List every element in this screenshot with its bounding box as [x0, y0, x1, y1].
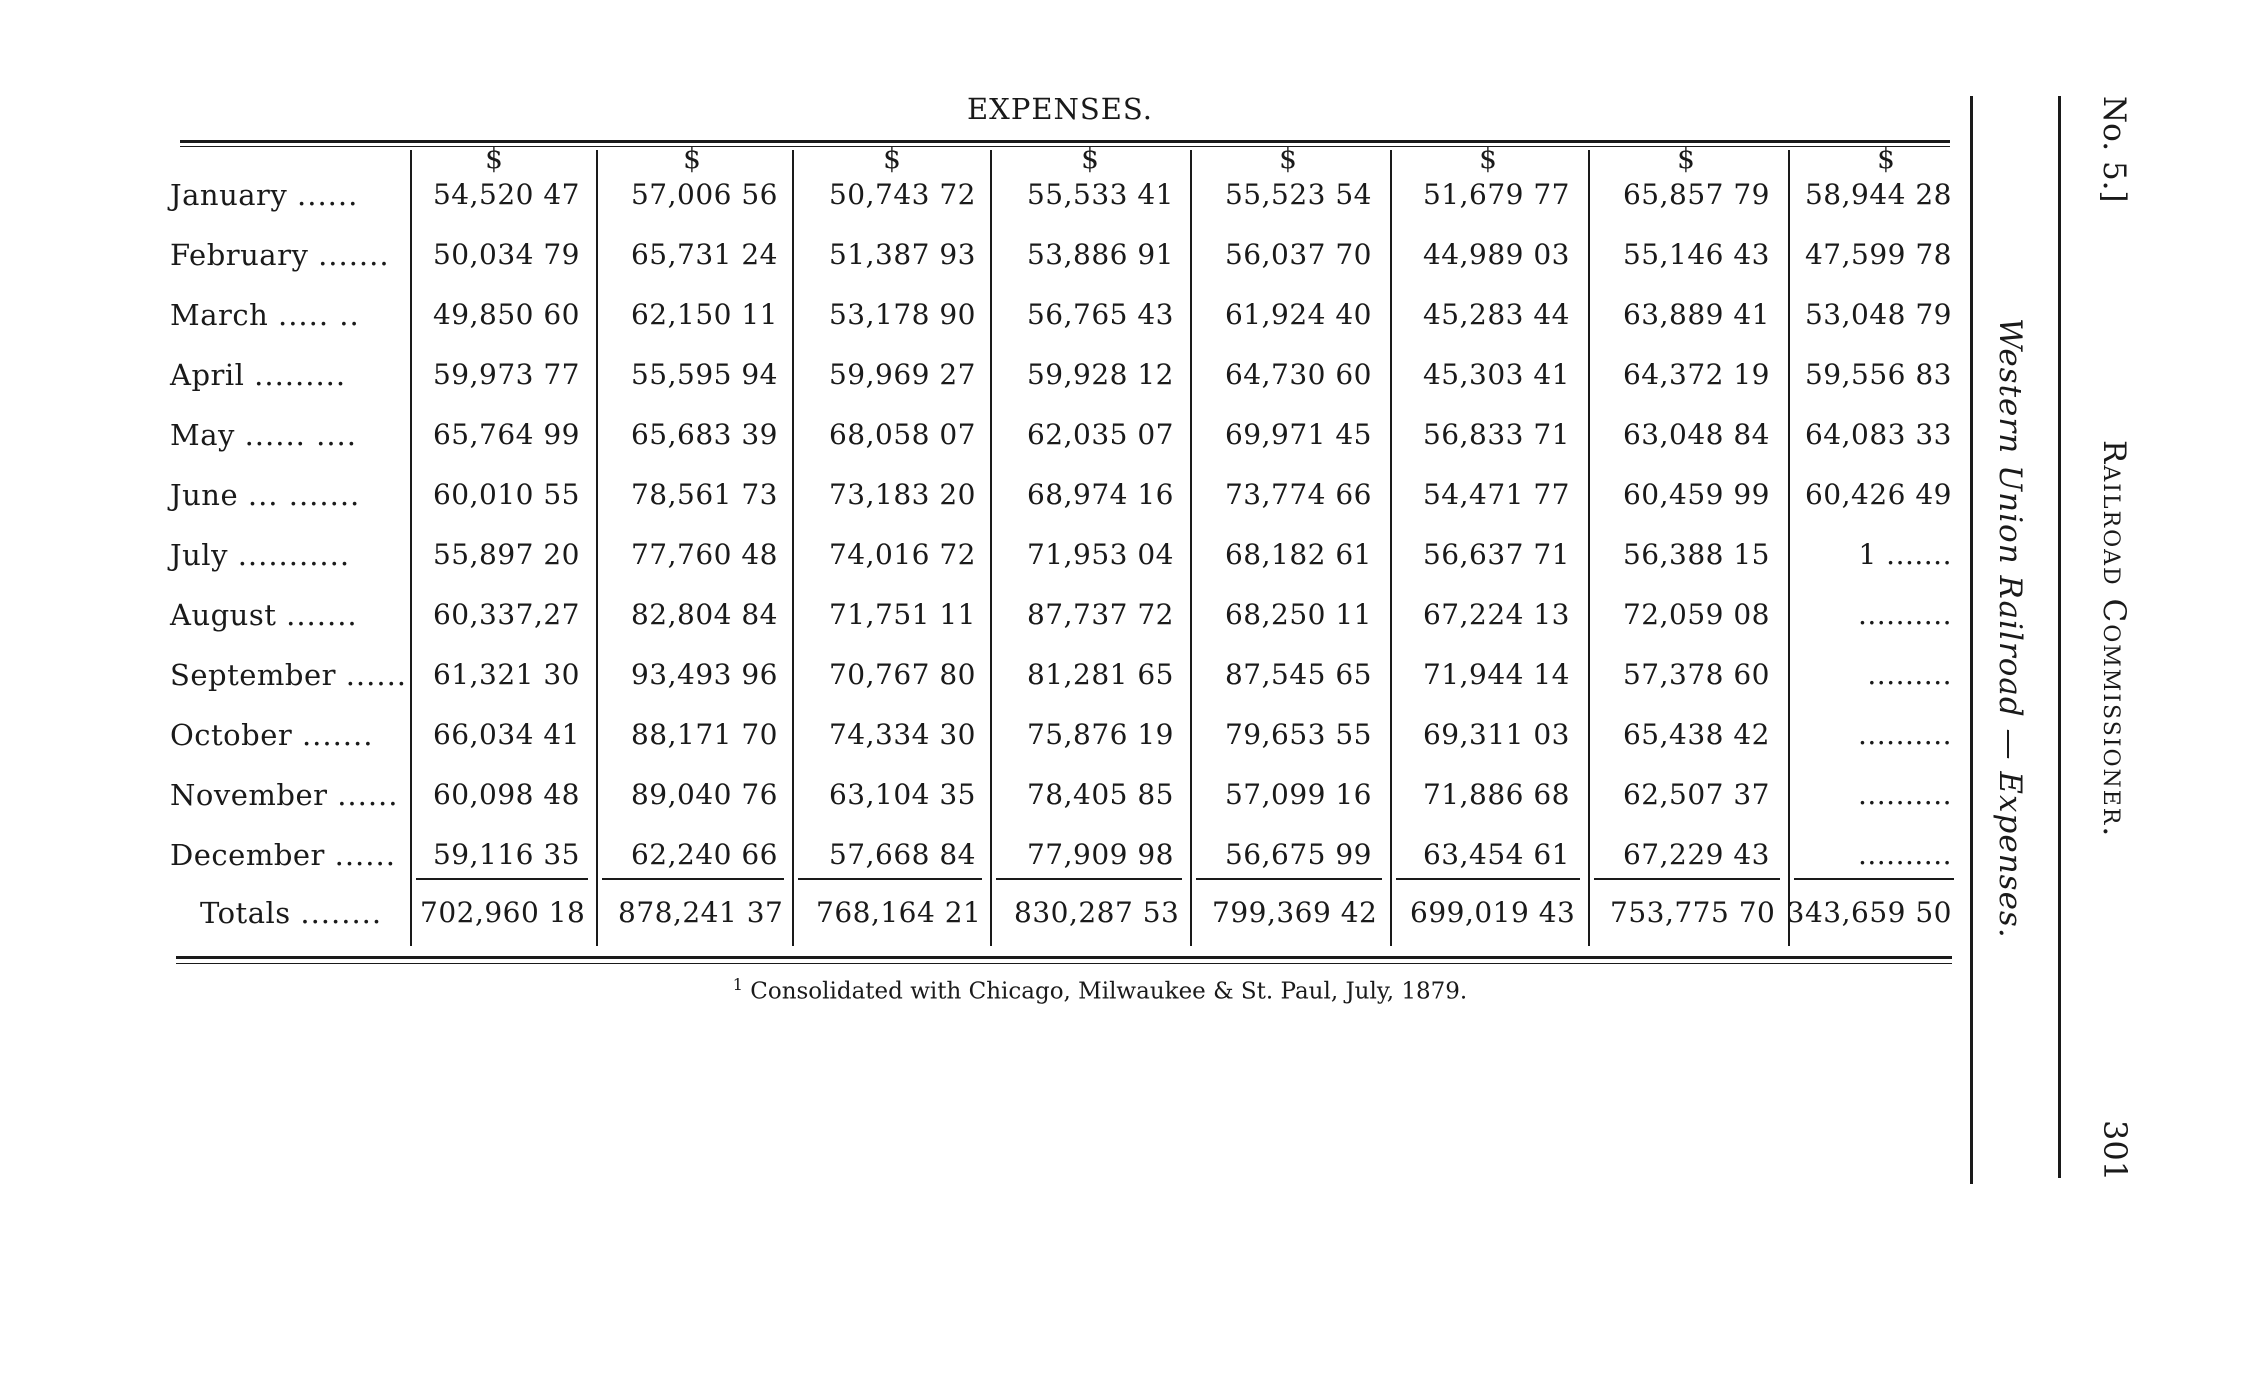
expense-cell: 56,388 15	[1622, 538, 1770, 571]
expense-cell: 77,760 48	[630, 538, 778, 571]
row-name: March	[170, 298, 269, 332]
total-cell: 768,164 21	[816, 896, 982, 929]
expense-cell: 1 .......	[1858, 538, 1952, 571]
month-label	[170, 358, 410, 392]
footnote-text: Consolidated with Chicago, Milwaukee & St. Paul, July, 1879.	[750, 978, 1468, 1005]
expense-cell: 57,378 60	[1622, 658, 1770, 691]
month-label	[170, 178, 410, 212]
totals-rule	[1794, 878, 1954, 880]
totals-rule	[1396, 878, 1580, 880]
expense-cell: 63,104 35	[828, 778, 976, 811]
expense-cell: 71,944 14	[1422, 658, 1570, 691]
expense-cell: 61,321 30	[432, 658, 580, 691]
leader-dots: .......	[286, 598, 358, 632]
expense-cell: 59,928 12	[1026, 358, 1174, 391]
expense-cell: 49,850 60	[432, 298, 580, 331]
expense-cell: 93,493 96	[630, 658, 778, 691]
month-label	[170, 538, 410, 572]
currency-symbol: $	[1081, 142, 1099, 175]
month-label	[170, 778, 410, 812]
column-divider	[1588, 150, 1590, 946]
expense-cell: 56,037 70	[1224, 238, 1372, 271]
expense-cell: 60,337,27	[432, 598, 580, 631]
total-cell: 799,369 42	[1212, 896, 1378, 929]
expense-cell: 71,751 11	[828, 598, 976, 631]
column-divider	[1190, 150, 1192, 946]
expense-cell: 55,897 20	[432, 538, 580, 571]
expense-cell: 62,035 07	[1026, 418, 1174, 451]
expense-cell: .........	[1867, 658, 1952, 691]
column-divider	[1390, 150, 1392, 946]
footnote	[600, 975, 1600, 1005]
expense-cell: 87,737 72	[1026, 598, 1174, 631]
expense-cell: 68,058 07	[828, 418, 976, 451]
expense-cell: 73,774 66	[1224, 478, 1372, 511]
expense-cell: 74,016 72	[828, 538, 976, 571]
expense-cell: 73,183 20	[828, 478, 976, 511]
expense-cell: 81,281 65	[1026, 658, 1174, 691]
expense-cell: 50,743 72	[828, 178, 976, 211]
leader-dots: .......	[301, 718, 374, 752]
table-title: EXPENSES.	[967, 92, 1153, 126]
expense-cell: 57,006 56	[630, 178, 778, 211]
expense-cell: 56,637 71	[1422, 538, 1570, 571]
expense-cell: 68,250 11	[1224, 598, 1372, 631]
currency-symbol: $	[1279, 142, 1297, 175]
expense-cell: 65,731 24	[630, 238, 778, 271]
leader-dots: ......	[345, 658, 408, 692]
leader-dots: .......	[318, 238, 390, 272]
month-label	[170, 598, 410, 632]
expense-cell: 65,438 42	[1622, 718, 1770, 751]
expense-cell: 54,520 47	[432, 178, 580, 211]
expense-cell: 57,099 16	[1224, 778, 1372, 811]
expense-cell: ..........	[1857, 838, 1952, 871]
expense-cell: 72,059 08	[1622, 598, 1770, 631]
expense-cell: 55,523 54	[1224, 178, 1372, 211]
row-name: April	[170, 358, 245, 392]
expense-cell: 64,730 60	[1224, 358, 1372, 391]
expense-cell: 55,533 41	[1026, 178, 1174, 211]
expense-cell: 69,311 03	[1422, 718, 1570, 751]
month-label	[170, 718, 410, 752]
expense-cell: 51,387 93	[828, 238, 976, 271]
column-divider	[990, 150, 992, 946]
totals-rule	[1594, 878, 1780, 880]
footnote-marker: 1	[732, 975, 743, 994]
row-name: February	[170, 238, 309, 272]
expense-cell: 56,833 71	[1422, 418, 1570, 451]
expense-cell: 69,971 45	[1224, 418, 1372, 451]
row-name: June	[170, 478, 239, 512]
expense-cell: ..........	[1857, 598, 1952, 631]
running-head: Railroad Commissioner.	[2096, 440, 2132, 839]
expense-cell: 70,767 80	[828, 658, 976, 691]
expense-cell: 60,010 55	[432, 478, 580, 511]
expense-cell: 64,083 33	[1804, 418, 1952, 451]
currency-symbol: $	[1677, 142, 1695, 175]
currency-symbol: $	[1877, 142, 1895, 175]
month-label	[170, 838, 410, 872]
row-name: October	[170, 718, 293, 752]
expense-cell: 44,989 03	[1422, 238, 1570, 271]
currency-symbol: $	[485, 142, 503, 175]
total-cell: 699,019 43	[1410, 896, 1576, 929]
total-cell: 753,775 70	[1610, 896, 1776, 929]
row-name: May	[170, 418, 235, 452]
expense-cell: 78,561 73	[630, 478, 778, 511]
leader-dots: ... .......	[247, 478, 361, 512]
leader-dots: ..... ..	[277, 298, 360, 332]
expense-cell: 77,909 98	[1026, 838, 1174, 871]
bottom-rule-thin	[176, 963, 1952, 964]
leader-dots: ........	[300, 896, 383, 930]
row-name: September	[170, 658, 336, 692]
currency-symbol: $	[883, 142, 901, 175]
expense-cell: 51,679 77	[1422, 178, 1570, 211]
page-number: 301	[2096, 1120, 2134, 1182]
expense-cell: 79,653 55	[1224, 718, 1372, 751]
totals-rule	[416, 878, 588, 880]
total-cell: 702,960 18	[420, 896, 586, 929]
expense-cell: 61,924 40	[1224, 298, 1372, 331]
leader-dots: .........	[254, 358, 347, 392]
expense-cell: 89,040 76	[630, 778, 778, 811]
expense-cell: 59,556 83	[1804, 358, 1952, 391]
totals-rule	[798, 878, 982, 880]
expense-cell: 78,405 85	[1026, 778, 1174, 811]
leader-dots: ......	[337, 778, 399, 812]
expense-cell: 64,372 19	[1622, 358, 1770, 391]
totals-label	[200, 896, 440, 930]
expense-cell: 82,804 84	[630, 598, 778, 631]
expense-cell: 62,150 11	[630, 298, 778, 331]
total-cell: 343,659 50	[1786, 896, 1952, 929]
expense-cell: 60,459 99	[1622, 478, 1770, 511]
expense-cell: 66,034 41	[432, 718, 580, 751]
column-divider	[410, 150, 412, 946]
expense-cell: 60,426 49	[1804, 478, 1952, 511]
expense-cell: 67,224 13	[1422, 598, 1570, 631]
expense-cell: 68,974 16	[1026, 478, 1174, 511]
total-cell: 830,287 53	[1014, 896, 1180, 929]
month-label	[170, 238, 410, 272]
expense-cell: 45,283 44	[1422, 298, 1570, 331]
expense-cell: 59,973 77	[432, 358, 580, 391]
column-divider	[596, 150, 598, 946]
expense-cell: 55,595 94	[630, 358, 778, 391]
expense-cell: 60,098 48	[432, 778, 580, 811]
expense-cell: 63,048 84	[1622, 418, 1770, 451]
leader-dots: ......	[334, 838, 396, 872]
bottom-rule	[176, 956, 1952, 959]
expense-cell: ..........	[1857, 778, 1952, 811]
expense-cell: 65,857 79	[1622, 178, 1770, 211]
expense-cell: 67,229 43	[1622, 838, 1770, 871]
totals-rule	[602, 878, 784, 880]
currency-symbol: $	[683, 142, 701, 175]
expense-cell: 59,969 27	[828, 358, 976, 391]
row-name: January	[170, 178, 288, 212]
expense-cell: 88,171 70	[630, 718, 778, 751]
expense-cell: 53,178 90	[828, 298, 976, 331]
expense-cell: 68,182 61	[1224, 538, 1372, 571]
month-label	[170, 658, 410, 692]
expense-cell: 87,545 65	[1224, 658, 1372, 691]
expense-cell: 62,507 37	[1622, 778, 1770, 811]
expense-cell: 47,599 78	[1804, 238, 1952, 271]
expense-cell: 53,048 79	[1804, 298, 1952, 331]
expense-cell: 63,454 61	[1422, 838, 1570, 871]
expense-cell: 56,765 43	[1026, 298, 1174, 331]
leader-dots: ...... ....	[244, 418, 357, 452]
leader-dots: ...........	[237, 538, 351, 572]
month-label	[170, 418, 410, 452]
expense-cell: 71,886 68	[1422, 778, 1570, 811]
margin-rule	[2058, 96, 2061, 1178]
total-cell: 878,241 37	[618, 896, 784, 929]
row-name: November	[170, 778, 328, 812]
totals-rule	[996, 878, 1182, 880]
expense-cell: 63,889 41	[1622, 298, 1770, 331]
expense-cell: 74,334 30	[828, 718, 976, 751]
leader-dots: ......	[297, 178, 359, 212]
expense-cell: 45,303 41	[1422, 358, 1570, 391]
expense-cell: 71,953 04	[1026, 538, 1174, 571]
month-label	[170, 298, 410, 332]
row-name: Totals	[200, 896, 291, 930]
expense-cell: 58,944 28	[1804, 178, 1952, 211]
expense-cell: 56,675 99	[1224, 838, 1372, 871]
expense-cell: 65,683 39	[630, 418, 778, 451]
month-label	[170, 478, 410, 512]
expense-cell: 65,764 99	[432, 418, 580, 451]
expense-cell: 54,471 77	[1422, 478, 1570, 511]
expense-cell: 50,034 79	[432, 238, 580, 271]
expense-cell: 62,240 66	[630, 838, 778, 871]
row-name: December	[170, 838, 325, 872]
column-divider	[792, 150, 794, 946]
row-name: July	[170, 538, 228, 572]
expense-cell: 55,146 43	[1622, 238, 1770, 271]
expense-cell: 53,886 91	[1026, 238, 1174, 271]
expense-cell: 75,876 19	[1026, 718, 1174, 751]
expense-cell: 59,116 35	[432, 838, 580, 871]
table-caption: Western Union Railroad — Expenses.	[1992, 318, 2028, 939]
expense-cell: 57,668 84	[828, 838, 976, 871]
document-number: No. 5.]	[2096, 96, 2132, 203]
currency-symbol: $	[1479, 142, 1497, 175]
totals-rule	[1196, 878, 1382, 880]
margin-rule	[1970, 96, 1973, 1184]
expense-cell: ..........	[1857, 718, 1952, 751]
row-name: August	[170, 598, 277, 632]
